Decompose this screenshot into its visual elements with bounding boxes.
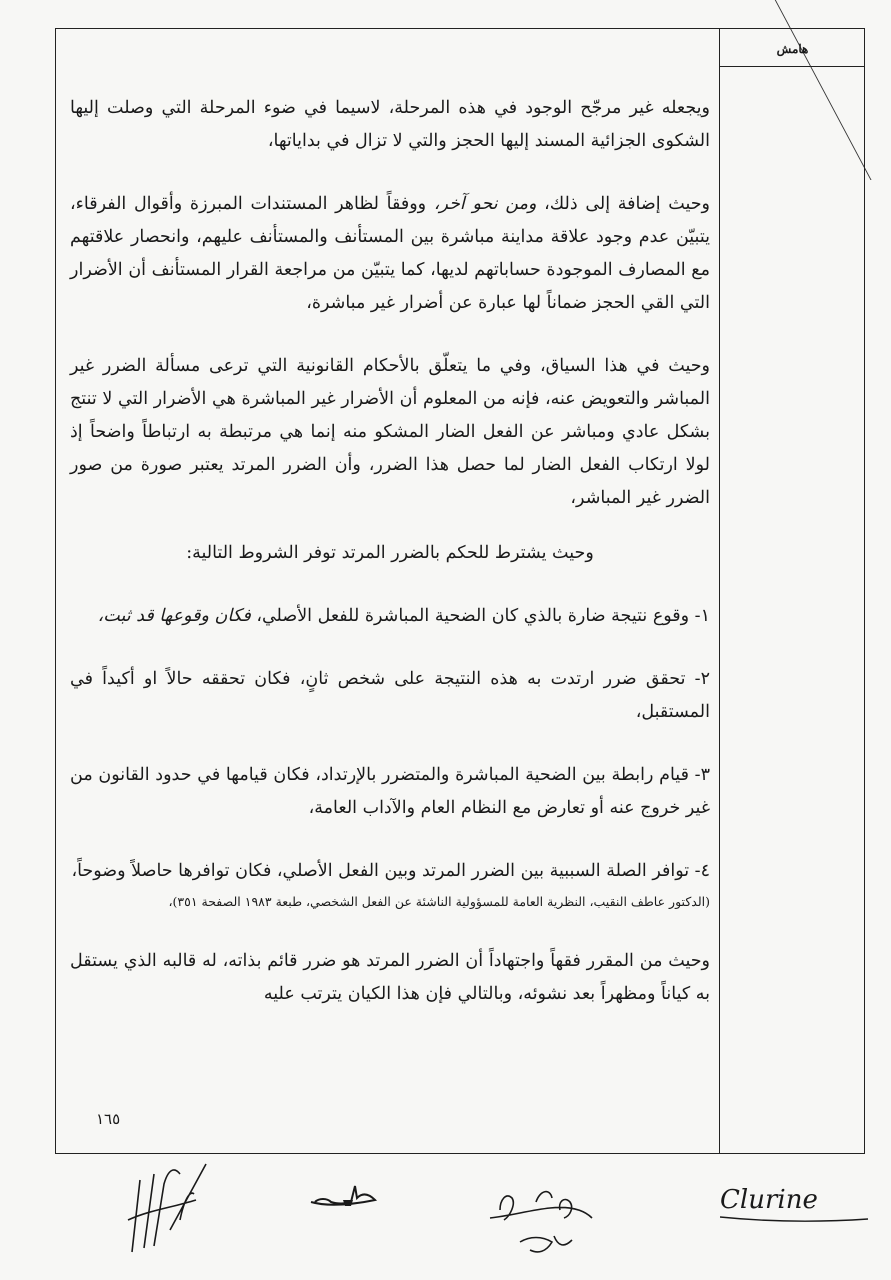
paragraph-indirect-damage: وحيث في هذا السياق، وفي ما يتعلّق بالأحكام القانونية التي ترعى مسألة الضرر غير المباشر والتعويض عنه، فإنه من المعلوم أن الأضرار غير المباشرة هي الأضرار التي لا تنتج بشكل عادي ومباشر عن الفعل الضار المشكو منه إنما هي مرتبطة به ارتباطاً واضحاً إذ لولا ارتكاب الفعل الضار لما حصل هذا الضرر، وأن الضرر المرتد يعتبر صورة من صور الضرر غير المباشر، (70, 356, 710, 508)
paragraph-intro: ويجعله غير مرجّح الوجود في هذه المرحلة، لاسيما في ضوء المرحلة التي وصلت إليها الشكوى الجزائية المسند إليها الحجز والتي لا تزال في بداياتها، (70, 98, 710, 151)
footnote-citation: (الدكتور عاطف النقيب، النظرية العامة للمسؤولية الناشئة عن الفعل الشخصي، طبعة ١٩٨٣ الصفحة ٣٥١)، (168, 894, 710, 909)
paragraph-text: ووفقاً لظاهر المستندات المبرزة وأقوال الفرقاء، يتبيّن عدم وجود علاقة مداينة مباشرة بين المستأنف والمستأنف عليهم، وانحصار علاقتهم مع المصارف الموجودة حساباتهم لديها، كما يتبيّن من مراجعة القرار المستأنف أن الأضرار التي القي الحجز ضماناً لها عبارة عن أضرار غير مباشرة، (70, 194, 710, 313)
condition-4: ٤- توافر الصلة السببية بين الضرر المرتد وبين الفعل الأصلي، فكان توافرها حاصلاً وضوحاً، (71, 861, 710, 881)
signature-4 (720, 1185, 870, 1229)
condition-italic: فكان وقوعها قد ثبت، (97, 606, 251, 626)
signature-3 (480, 1180, 600, 1265)
condition-3: ٣- قيام رابطة بين الضحية المباشرة والمتضرر بالإرتداد، فكان قيامها في حدود القانون من غير خروج عنه أو تعارض مع النظام العام والآداب العامة، (70, 765, 710, 818)
signature-4-text: Clurine (720, 1185, 818, 1215)
signature-1 (110, 1160, 220, 1260)
paragraph-creditor-relation (70, 188, 710, 320)
margin-column (719, 28, 865, 1154)
condition-1 (70, 600, 710, 633)
paragraph-reflected-damage: وحيث من المقرر فقهاً واجتهاداً أن الضرر المرتد هو ضرر قائم بذاته، له قالبه الذي يستقل به كياناً ومظهراً بعد نشوئه، وبالتالي فإن هذا الكيان يترتب عليه (70, 951, 710, 1004)
margin-divider (720, 66, 865, 67)
paragraph-conditions-intro: وحيث يشترط للحكم بالضرر المرتد توفر الشروط التالية: (186, 543, 594, 563)
condition-2: ٢- تحقق ضرر ارتدت به هذه النتيجة على شخص ثانٍ، فكان تحققه حالاً او أكيداً في المستقبل، (70, 669, 710, 722)
signature-2 (305, 1180, 385, 1220)
page-number: ١٦٥ (96, 1110, 121, 1128)
paragraph-italic: ومن نحو آخر، (433, 194, 537, 214)
margin-label: هامش (776, 42, 809, 56)
paragraph-text: وحيث إضافة إلى ذلك، (536, 194, 710, 214)
document-body (70, 92, 710, 1011)
condition-text: ١- وقوع نتيجة ضارة بالذي كان الضحية المباشرة للفعل الأصلي، (250, 606, 710, 626)
